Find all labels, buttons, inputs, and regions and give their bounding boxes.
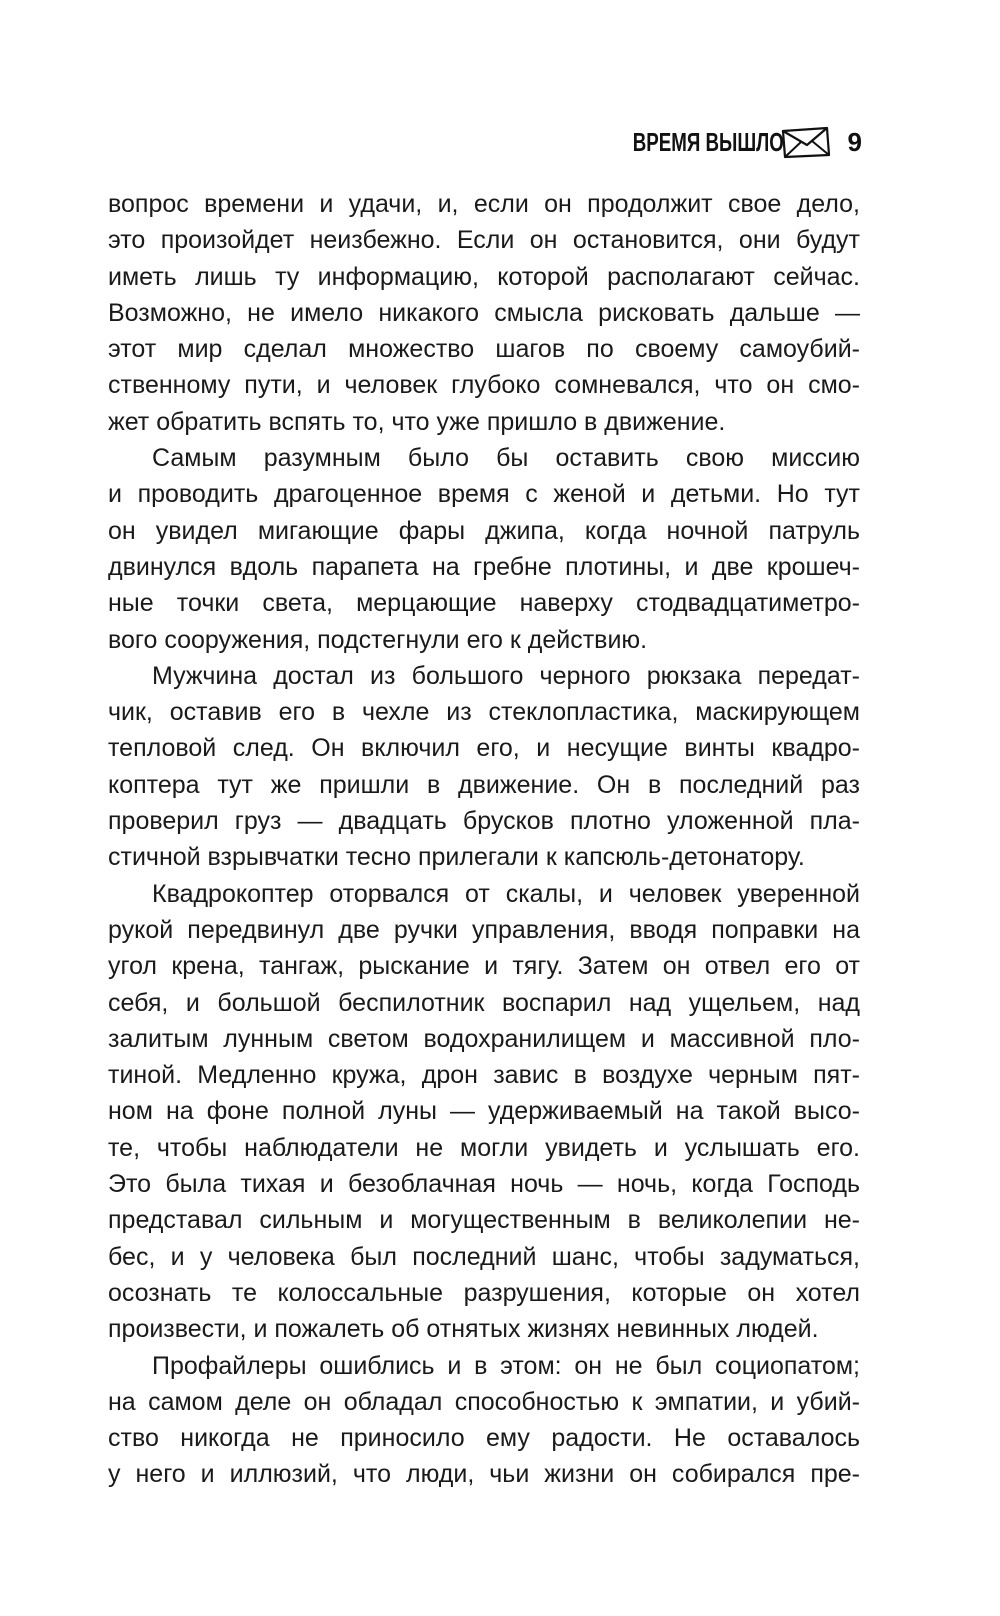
text-line: произвести, и пожалеть об отнятых жизнях невинных людей. [108, 1315, 819, 1344]
text-line: двинулся вдоль парапета на гребне плотины, и две крошеч- [108, 552, 860, 581]
text-line: у него и иллюзий, что люди, чьи жизни он собирался пре- [108, 1460, 860, 1489]
text-line: угол крена, тангаж, рыскание и тягу. Затем он отвел его от [108, 952, 860, 981]
text-line: он увидел мигающие фары джипа, когда ночной патруль [108, 516, 860, 545]
text-line: ные точки света, мерцающие наверху стодвадцатиметро- [108, 589, 860, 618]
running-head [108, 118, 862, 166]
text-line: бес, и у человека был последний шанс, чтобы задуматься, [108, 1242, 860, 1271]
text-line: Квадрокоптер оторвался от скалы, и человек уверенной [152, 879, 860, 908]
text-line: вопрос времени и удачи, и, если он продолжит свое дело, [108, 190, 860, 218]
text-line: тиной. Медленно кружа, дрон завис в воздухе черным пят- [108, 1061, 860, 1090]
text-line: представал сильным и могущественным в великолепии не- [108, 1206, 860, 1235]
paragraph [108, 876, 860, 1348]
text-line: осознать те колоссальные разрушения, которые он хотел [108, 1278, 860, 1307]
text-line: стичной взрывчатки тесно прилегали к капсюль-детонатору. [108, 843, 805, 872]
text-line: Возможно, не имело никакого смысла рисковать дальше — [108, 298, 860, 327]
text-line: проверил груз — двадцать брусков плотно уложенной пла- [108, 807, 860, 836]
text-line: коптера тут же пришли в движение. Он в последний раз [108, 770, 860, 799]
text-line: рукой передвинул две ручки управления, вводя поправки на [108, 915, 860, 944]
book-page [108, 118, 860, 1493]
paragraph [108, 440, 860, 658]
text-line: это произойдет неизбежно. Если он остановится, они будут [108, 226, 860, 255]
text-line: ственному пути, и человек глубоко сомневался, что он смо- [108, 371, 860, 400]
text-line: залитым лунным светом водохранилищем и массивной пло- [108, 1024, 860, 1053]
book-title: ВРЕМЯ ВЫШЛО [632, 126, 784, 157]
paragraph [108, 1348, 860, 1493]
text-line: вого сооружения, подстегнули его к действию. [108, 625, 648, 654]
text-line: ном на фоне полной луны — удерживаемый на такой высо- [108, 1097, 860, 1126]
text-line: этот мир сделал множество шагов по своему самоубий- [108, 335, 860, 364]
text-line: себя, и большой беспилотник воспарил над ущельем, над [108, 988, 860, 1017]
text-line: и проводить драгоценное время с женой и детьми. Но тут [108, 480, 860, 509]
text-line: на самом деле он обладал способностью к эмпатии, и убий- [108, 1387, 860, 1416]
text-line: Самым разумным было бы оставить свою миссию [152, 444, 860, 473]
body-text [108, 186, 860, 1493]
text-line: жет обратить вспять то, что уже пришло в движение. [108, 407, 726, 436]
paragraph [108, 186, 860, 440]
text-line: те, чтобы наблюдатели не могли увидеть и услышать его. [108, 1133, 860, 1162]
text-line: чик, оставив его в чехле из стеклопластика, маскирующем [108, 698, 860, 727]
text-line: иметь лишь ту информацию, которой располагают сейчас. [108, 262, 860, 291]
text-line: Мужчина достал из большого черного рюкзака передат- [152, 661, 860, 690]
envelope-icon [780, 125, 832, 159]
paragraph [108, 658, 860, 876]
text-line: Это была тихая и безоблачная ночь — ночь, когда Господь [108, 1170, 860, 1199]
text-line: тепловой след. Он включил его, и несущие винты квадро- [108, 734, 860, 763]
page-number: 9 [847, 126, 862, 157]
text-line: ство никогда не приносило ему радости. Не оставалось [108, 1424, 860, 1453]
text-line: Профайлеры ошиблись и в этом: он не был социопатом; [152, 1351, 860, 1380]
